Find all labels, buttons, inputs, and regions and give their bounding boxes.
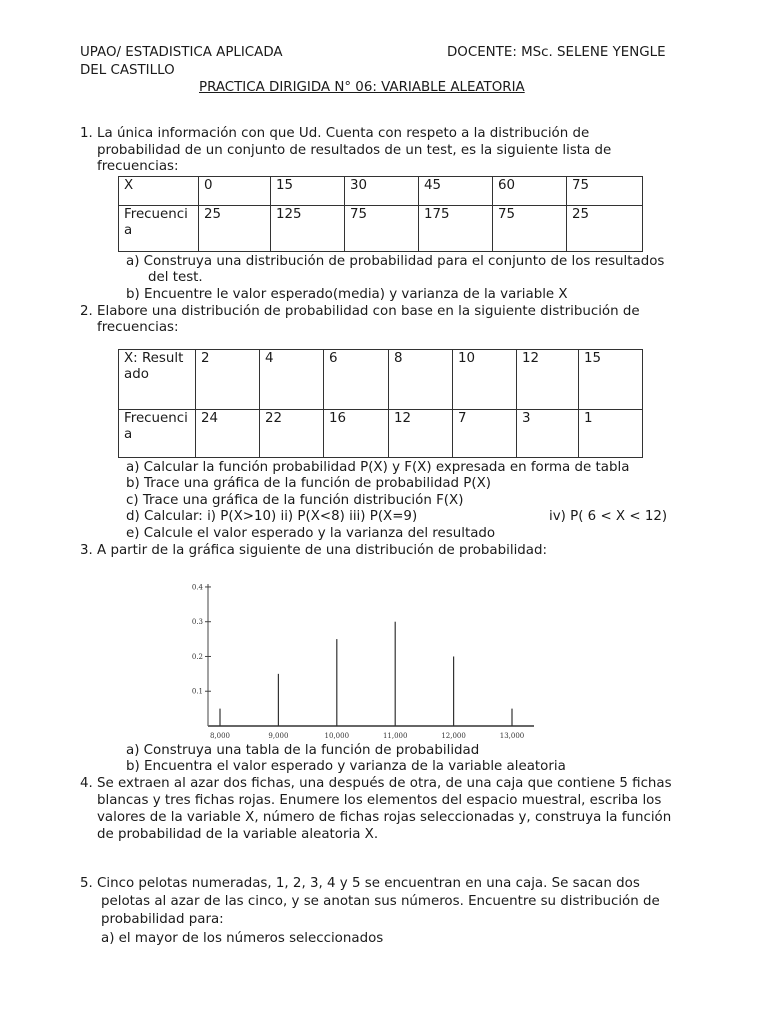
p1-cell: 25 (199, 206, 271, 252)
p2-item-e: e) Calcule el valor esperado y la varianza del resultado (126, 526, 496, 541)
p2-line-2: frecuencias: (97, 320, 179, 335)
p2-cell: 8 (389, 350, 453, 410)
p2-line-1: 2. Elabore una distribución de probabilidad con base en la siguiente distribución de (80, 304, 640, 319)
p2-item-a: a) Calcular la función probabilidad P(X) y F(X) expresada en forma de tabla (126, 460, 630, 475)
p2-cell: 24 (196, 410, 260, 458)
x-tick-label: 13,000 (499, 732, 525, 740)
p2-cell: 3 (517, 410, 579, 458)
p1-cell: 25 (567, 206, 643, 252)
p1-cell: 75 (345, 206, 419, 252)
y-tick-label: 0.1 (191, 687, 203, 696)
p5-line-4: a) el mayor de los números seleccionados (101, 931, 384, 946)
p1-cell: 175 (419, 206, 493, 252)
p1-cell-label-frequency: Frecuencia (119, 206, 199, 252)
p2-frequency-table (118, 349, 643, 458)
x-tick-label: 11,000 (382, 732, 408, 740)
p1-line-1: 1. La única información con que Ud. Cuenta con respeto a la distribución de (80, 126, 590, 141)
p1-cell: 125 (271, 206, 345, 252)
p1-cell: 30 (345, 177, 419, 206)
p2-item-b: b) Trace una gráfica de la función de probabilidad P(X) (126, 476, 491, 491)
p1-cell: 75 (567, 177, 643, 206)
p4-line-4: de probabilidad de la variable aleatoria X. (97, 827, 379, 842)
p2-cell: 16 (324, 410, 389, 458)
p2-cell: 12 (517, 350, 579, 410)
p5-line-3: probabilidad para: (101, 912, 224, 927)
p2-cell: 22 (260, 410, 324, 458)
p1-cell-label-x: X (119, 177, 199, 206)
p2-item-c: c) Trace una gráfica de la función distribución F(X) (126, 493, 464, 508)
p2-item-d: d) Calcular: i) P(X>10) ii) P(X<8) iii) P(X=9) (126, 509, 418, 524)
p1-frequency-table (118, 176, 643, 252)
p1-cell: 0 (199, 177, 271, 206)
header-course: UPAO/ ESTADISTICA APLICADA (80, 45, 283, 60)
p2-cell: 6 (324, 350, 389, 410)
p3-line: 3. A partir de la gráfica siguiente de una distribución de probabilidad: (80, 543, 548, 558)
p2-cell: 1 (579, 410, 643, 458)
x-tick-label: 10,000 (324, 732, 350, 740)
p1-cell: 15 (271, 177, 345, 206)
x-tick-label: 9,000 (268, 732, 289, 740)
p3-item-a: a) Construya una tabla de la función de probabilidad (126, 743, 480, 758)
x-tick-label: 12,000 (441, 732, 466, 740)
p1-line-3: frecuencias: (97, 159, 179, 174)
p4-line-2: blancas y tres fichas rojas. Enumere los elementos del espacio muestral, escriba los (97, 793, 662, 808)
p1-cell: 75 (493, 206, 567, 252)
p2-cell: 15 (579, 350, 643, 410)
p2-cell: 10 (453, 350, 517, 410)
p2-item-d-iv: iv) P( 6 < X < 12) (549, 509, 668, 524)
p3-item-b: b) Encuentra el valor esperado y varianza de la variable aleatoria (126, 759, 566, 774)
p2-cell-label-result: X: Resultado (119, 350, 196, 410)
p2-cell-label-frequency: Frecuencia (119, 410, 196, 458)
y-tick-label: 0.4 (191, 583, 203, 592)
p5-line-1: 5. Cinco pelotas numeradas, 1, 2, 3, 4 y 5 se encuentran en una caja. Se sacan dos (80, 876, 640, 891)
p1-item-a-cont: del test. (148, 270, 203, 285)
y-tick-label: 0.2 (191, 652, 203, 661)
p1-line-2: probabilidad de un conjunto de resultados de un test, es la siguiente lista de (97, 143, 612, 158)
header-teacher: DOCENTE: MSc. SELENE YENGLE (447, 45, 666, 60)
p4-line-1: 4. Se extraen al azar dos fichas, una después de otra, de una caja que contiene 5 fichas (80, 776, 672, 791)
p1-item-a: a) Construya una distribución de probabilidad para el conjunto de los resultados (126, 254, 665, 269)
p1-cell: 60 (493, 177, 567, 206)
probability-spike-chart (168, 580, 548, 740)
p5-line-2: pelotas al azar de las cinco, y se anotan sus números. Encuentre su distribución de (101, 894, 660, 909)
y-tick-label: 0.3 (191, 618, 203, 627)
p4-line-3: valores de la variable X, número de fichas rojas seleccionadas y, construya la función (97, 810, 672, 825)
p1-cell: 45 (419, 177, 493, 206)
p2-cell: 7 (453, 410, 517, 458)
p1-item-b: b) Encuentre le valor esperado(media) y varianza de la variable X (126, 287, 568, 302)
x-tick-label: 8,000 (209, 732, 231, 740)
page-title: PRACTICA DIRIGIDA N° 06: VARIABLE ALEATORIA (199, 80, 525, 95)
p2-cell: 4 (260, 350, 324, 410)
p2-cell: 2 (196, 350, 260, 410)
header-course-cont: DEL CASTILLO (80, 63, 175, 78)
p2-cell: 12 (389, 410, 453, 458)
